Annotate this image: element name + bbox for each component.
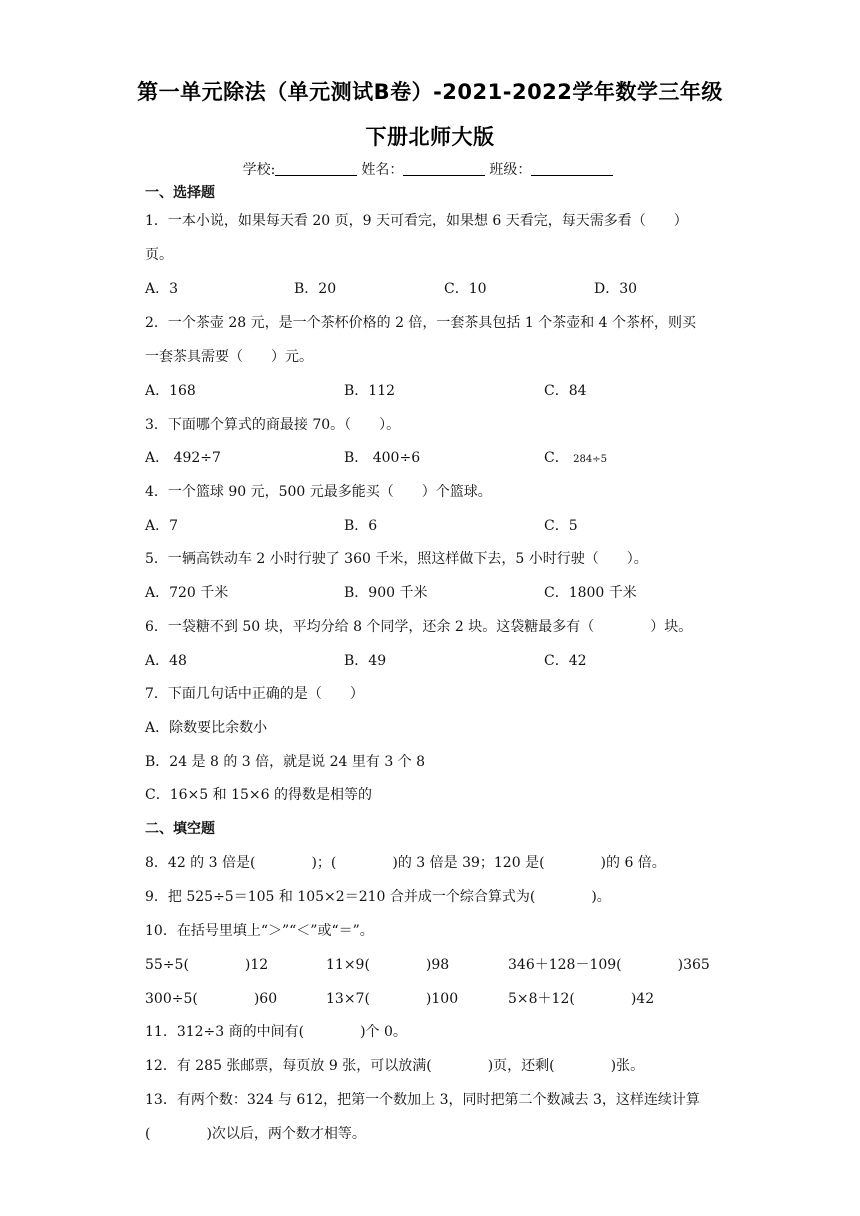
class-label: 班级：	[489, 162, 532, 178]
question-13-text: 13．有两个数：324 与 612，把第一个数加上 3，同时把第二个数减去 3，这样连续计算	[145, 1092, 700, 1108]
name-label: 姓名：	[361, 162, 404, 178]
question-1-option-c[interactable]: C．10	[444, 281, 487, 297]
question-3-option-c-expr: 284÷5	[573, 454, 607, 465]
worksheet-title-line2: 下册北师大版	[365, 125, 495, 149]
student-info-row	[0, 159, 860, 179]
question-6-option-b[interactable]: B．49	[344, 653, 387, 669]
school-blank[interactable]	[275, 161, 357, 176]
question-5-text: 5．一辆高铁动车 2 小时行驶了 360 千米，照这样做下去，5 小时行驶（ ）。	[145, 551, 648, 567]
question-7-text: 7．下面几句话中正确的是（ ）	[145, 686, 364, 702]
question-10-item: 13×7( )100	[326, 991, 459, 1007]
question-4-option-b[interactable]: B．6	[344, 518, 378, 534]
question-4-option-a[interactable]: A．7	[145, 518, 179, 534]
section-title-fill: 二、填空题	[145, 821, 215, 837]
question-13-text-cont: ( )次以后，两个数才相等。	[145, 1126, 366, 1142]
question-2-option-b[interactable]: B．112	[344, 383, 396, 399]
question-8-text: 8．42 的 3 倍是( )；( )的 3 倍是 39；120 是( )的 6 倍。	[145, 855, 666, 871]
question-2-option-a[interactable]: A．168	[145, 383, 196, 399]
question-6-option-c[interactable]: C．42	[544, 653, 587, 669]
question-4-text: 4．一个篮球 90 元，500 元最多能买（ ）个篮球。	[145, 484, 492, 500]
question-3-text: 3．下面哪个算式的商最接 70。（ ）。	[145, 417, 401, 433]
question-11-text: 11．312÷3 商的中间有( )个 0。	[145, 1024, 407, 1040]
question-6-text: 6．一袋糖不到 50 块，平均分给 8 个同学，还余 2 块。这袋糖最多有（ ）块。	[145, 619, 693, 635]
worksheet-title: 第一单元除法（单元测试B卷）-2021-2022学年数学三年级	[137, 80, 723, 104]
question-4-option-c[interactable]: C．5	[544, 518, 578, 534]
question-7-option-c[interactable]: C．16×5 和 15×6 的得数是相等的	[145, 787, 372, 803]
question-1-text-cont: 页。	[145, 247, 173, 263]
question-6-option-a[interactable]: A．48	[145, 653, 187, 669]
question-5-option-c[interactable]: C．1800 千米	[544, 585, 637, 601]
question-7-option-a[interactable]: A．除数要比余数小	[145, 720, 268, 736]
question-10-text: 10．在括号里填上“＞”“＜”或“＝”。	[145, 923, 374, 939]
question-1-option-b[interactable]: B．20	[294, 281, 337, 297]
question-3-option-a[interactable]: A． 492÷7	[145, 450, 221, 466]
name-blank[interactable]	[403, 161, 485, 176]
school-label: 学校:	[242, 162, 276, 178]
question-1-option-a[interactable]: A．3	[145, 281, 179, 297]
question-7-option-b[interactable]: B．24 是 8 的 3 倍，就是说 24 里有 3 个 8	[145, 754, 426, 770]
question-1-option-d[interactable]: D．30	[594, 281, 638, 297]
question-2-text: 2．一个茶壶 28 元，是一个茶杯价格的 2 倍，一套茶具包括 1 个茶壶和 4 个茶杯，则买	[145, 315, 697, 331]
question-2-option-c[interactable]: C．84	[544, 383, 587, 399]
question-3-option-b[interactable]: B． 400÷6	[344, 450, 421, 466]
question-10-item: 300÷5( )60	[145, 991, 278, 1007]
question-10-item: 11×9( )98	[326, 957, 450, 973]
question-9-text: 9．把 525÷5＝105 和 105×2＝210 合并成一个综合算式为( )。	[145, 889, 611, 905]
question-12-text: 12．有 285 张邮票，每页放 9 张，可以放满( )页，还剩( )张。	[145, 1058, 645, 1074]
question-10-item: 346＋128－109( )365	[508, 957, 710, 973]
question-10-item: 5×8＋12( )42	[508, 991, 655, 1007]
class-blank[interactable]	[531, 161, 613, 176]
question-5-option-b[interactable]: B．900 千米	[344, 585, 428, 601]
question-1-text: 1．一本小说，如果每天看 20 页，9 天可看完，如果想 6 天看完，每天需多看（ ）	[145, 213, 688, 229]
question-5-option-a[interactable]: A．720 千米	[145, 585, 229, 601]
question-3-option-c[interactable]	[544, 447, 607, 467]
question-2-text-cont: 一套茶具需要（ ）元。	[145, 349, 313, 365]
question-3-option-c-prefix: C．	[544, 450, 569, 466]
question-10-item: 55÷5( )12	[145, 957, 269, 973]
section-title-choice: 一、选择题	[145, 185, 215, 201]
